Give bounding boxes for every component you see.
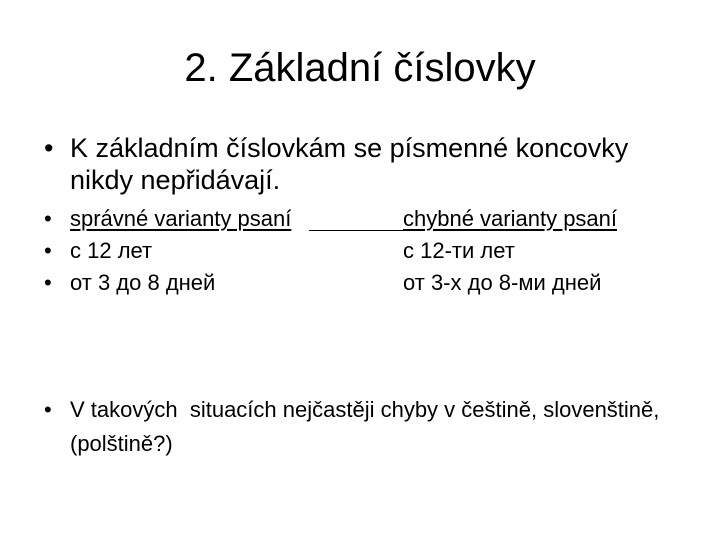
wrong-variant: с 12-ти лет xyxy=(403,238,515,263)
intro-bullet xyxy=(44,132,664,196)
wrong-variant: от 3-х до 8-ми дней xyxy=(403,270,602,295)
comparison-row xyxy=(44,235,664,267)
correct-variant: с 12 лет xyxy=(70,238,153,263)
comparison-list xyxy=(44,203,664,299)
header-underline-gap xyxy=(309,230,403,231)
comparison-header-row xyxy=(44,203,664,235)
note-text: V takových situacích nejčastěji chyby v češtině, slovenštině, (polštině?) xyxy=(70,397,666,456)
bullet-icon: • xyxy=(44,397,52,422)
wrong-variants-header: chybné varianty psaní xyxy=(403,206,618,231)
correct-variants-header: správné varianty psaní xyxy=(70,206,292,231)
bullet-icon: • xyxy=(44,133,54,163)
intro-bullet-row xyxy=(44,132,664,196)
bullet-icon: • xyxy=(44,238,52,263)
note-bullet-row xyxy=(44,393,684,461)
bullet-icon: • xyxy=(44,206,52,231)
bullet-icon: • xyxy=(44,270,52,295)
note-bullet xyxy=(44,393,684,461)
slide-title: 2. Základní číslovky xyxy=(184,46,536,90)
correct-variant: от 3 до 8 дней xyxy=(70,270,216,295)
comparison-row xyxy=(44,267,664,299)
intro-text: K základním číslovkám se písmenné koncovky nikdy nepřidávají. xyxy=(70,133,629,195)
